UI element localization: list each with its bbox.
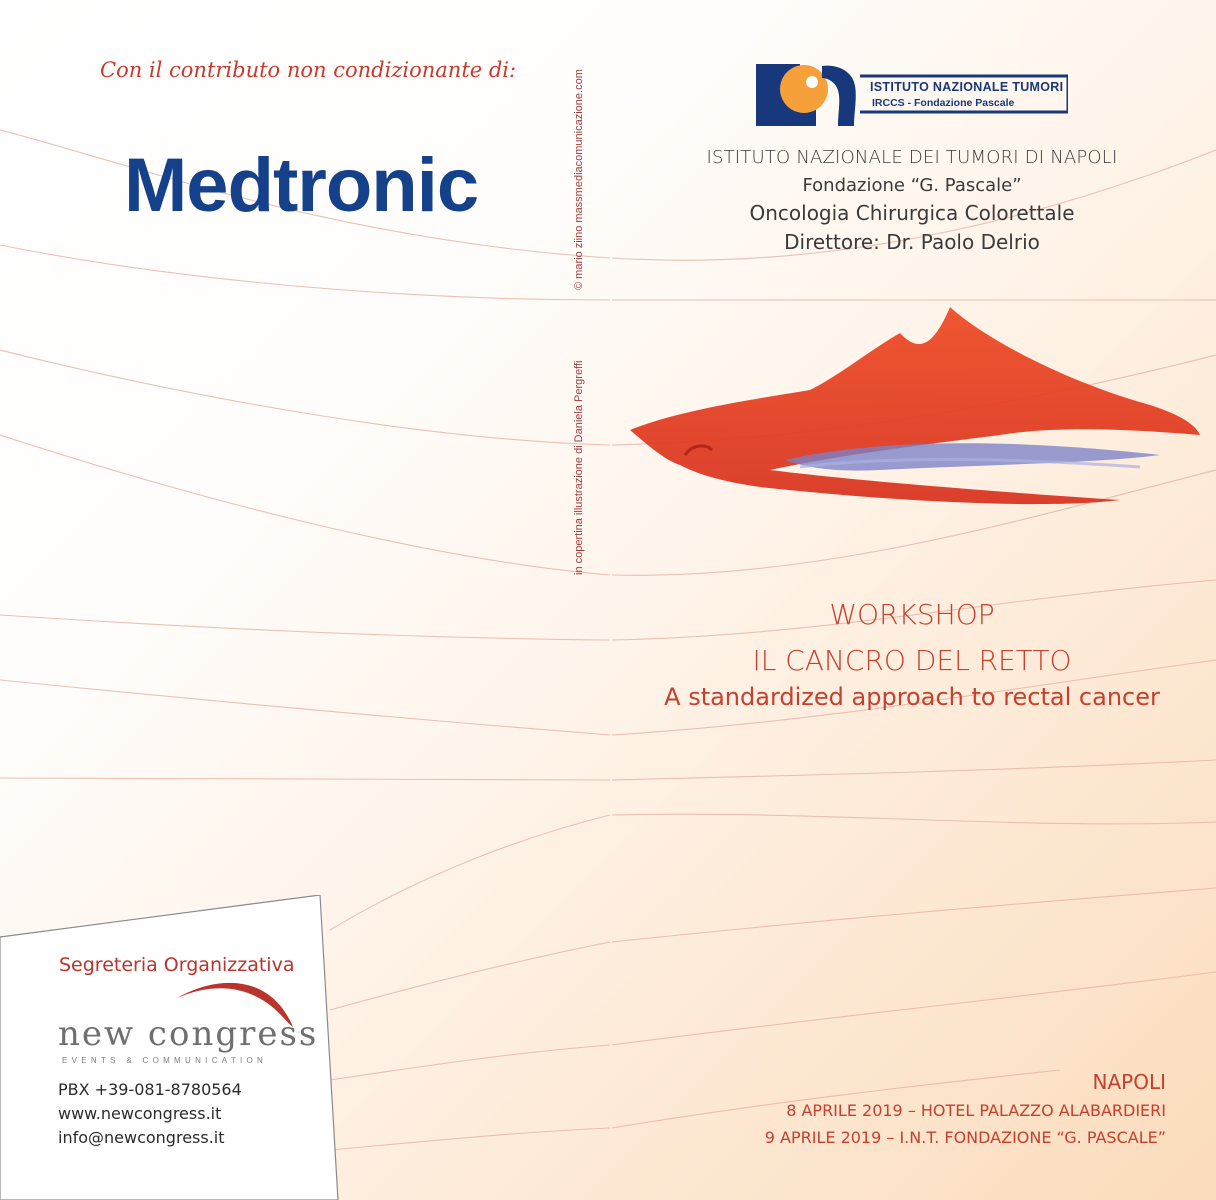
int-logo-line2: IRCCS - Fondazione Pascale [872,97,1015,109]
new-congress-logo: new congress [58,1014,319,1054]
workshop-label: WORKSHOP [829,598,995,631]
curve [612,814,1216,824]
curve [612,888,1216,942]
contact-email: info@newcongress.it [58,1128,225,1147]
curve [0,350,610,445]
curve [612,972,1216,1045]
workshop-title: IL CANCRO DEL RETTO [752,644,1072,677]
institute-name: ISTITUTO NAZIONALE DEI TUMORI DI NAPOLI [706,147,1118,168]
curve [330,1128,610,1150]
event-date-2: 9 APRILE 2019 – I.N.T. FONDAZIONE “G. PASCALE” [764,1128,1166,1147]
curve [0,680,610,735]
int-logo-text [870,80,1063,109]
workshop-subtitle: A standardized approach to rectal cancer [664,683,1160,711]
contact-website: www.newcongress.it [58,1104,222,1123]
institute-department: Oncologia Chirurgica Colorettale [749,201,1075,225]
event-date-1: 8 APRILE 2019 – HOTEL PALAZZO ALABARDIERI [786,1101,1166,1120]
curve [0,245,610,300]
curve [330,942,610,1010]
institute-director: Direttore: Dr. Paolo Delrio [784,230,1040,254]
secretariat-label: Segreteria Organizzativa [59,954,295,976]
int-logo-line1: ISTITUTO NAZIONALE TUMORI [870,80,1064,94]
curve [612,760,1216,780]
sponsor-note: Con il contributo non condizionante di: [100,58,517,82]
curve [330,1045,610,1080]
spine-credit-illustration: in copertina illustrazione di Daniela Pergreffi [573,360,585,575]
spine-credits [568,55,590,575]
curve [0,435,610,575]
spine-credit-design: © mario ziino massmediacomunicazione.com [573,69,585,290]
curve [0,778,610,780]
institute-foundation: Fondazione “G. Pascale” [802,175,1022,196]
event-city: NAPOLI [1092,1070,1166,1094]
contact-phone: PBX +39-081-8780564 [58,1080,242,1099]
new-congress-tagline: EVENTS & COMMUNICATION [62,1056,268,1065]
watercolor-illustration [620,295,1216,520]
medtronic-logo: Medtronic [124,143,479,228]
curve [0,615,610,640]
curve [330,815,610,930]
